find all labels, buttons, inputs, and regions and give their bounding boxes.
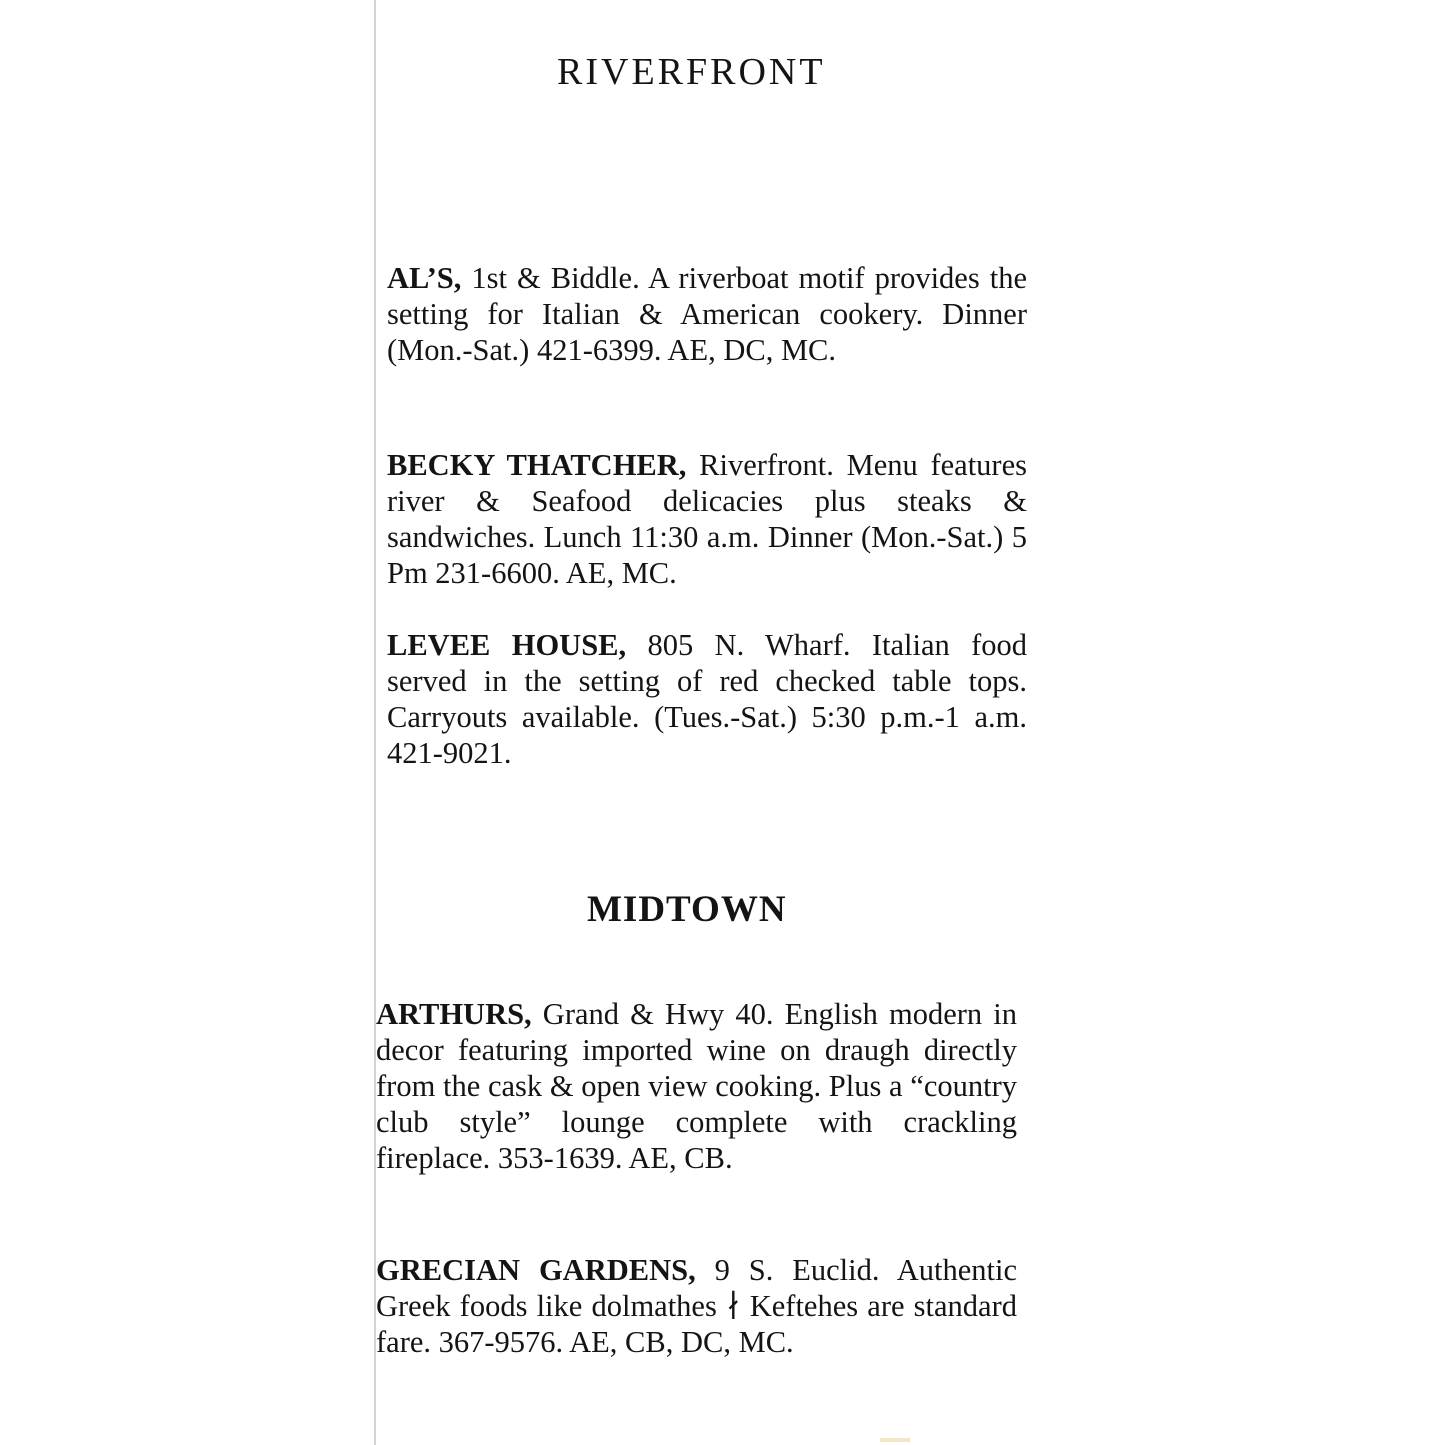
page-bottom-smudge: [880, 1438, 910, 1442]
restaurant-description: 805 N. Wharf. Italian food served in the setting of red checked table tops. Carryouts available. (Tues.-Sat.) 5:30 p.m.-1 a.m. 421-9021.: [387, 628, 1027, 770]
page-edge-line: [374, 0, 376, 1445]
section-heading-riverfront: RIVERFRONT: [557, 51, 826, 93]
restaurant-description: Riverfront. Menu features river & Seafood delicacies plus steaks & sandwiches. Lunch 11:30 a.m. Dinner (Mon.-Sat.) 5 Pm 231-6600. AE, MC.: [387, 448, 1027, 590]
restaurant-name: ARTHURS,: [376, 997, 532, 1031]
restaurant-description: 9 S. Euclid. Authentic Greek foods like dolmathes ∤ Keftehes are standard fare. 367-9576. AE, CB, DC, MC.: [376, 1253, 1017, 1359]
restaurant-entry-becky-thatcher: [387, 447, 1027, 591]
restaurant-entry-arthurs: [376, 996, 1017, 1176]
restaurant-name: BECKY THATCHER,: [387, 448, 687, 482]
restaurant-name: GRECIAN GARDENS,: [376, 1253, 696, 1287]
restaurant-name: AL’S,: [387, 261, 462, 295]
restaurant-name: LEVEE HOUSE,: [387, 628, 627, 662]
restaurant-description: Grand & Hwy 40. English modern in decor featuring imported wine on draugh directly from the cask & open view cooking. Plus a “country club style” lounge complete with crackling fireplace. 353-1639. AE, CB.: [376, 997, 1017, 1175]
restaurant-entry-grecian-gardens: [376, 1252, 1017, 1360]
left-margin: [0, 0, 374, 1445]
restaurant-description: 1st & Biddle. A riverboat motif provides the setting for Italian & American cookery. Dinner (Mon.-Sat.) 421-6399. AE, DC, MC.: [387, 261, 1027, 367]
restaurant-entry-als: [387, 260, 1027, 368]
restaurant-entry-levee-house: [387, 627, 1027, 771]
section-heading-midtown: MIDTOWN: [587, 889, 787, 930]
